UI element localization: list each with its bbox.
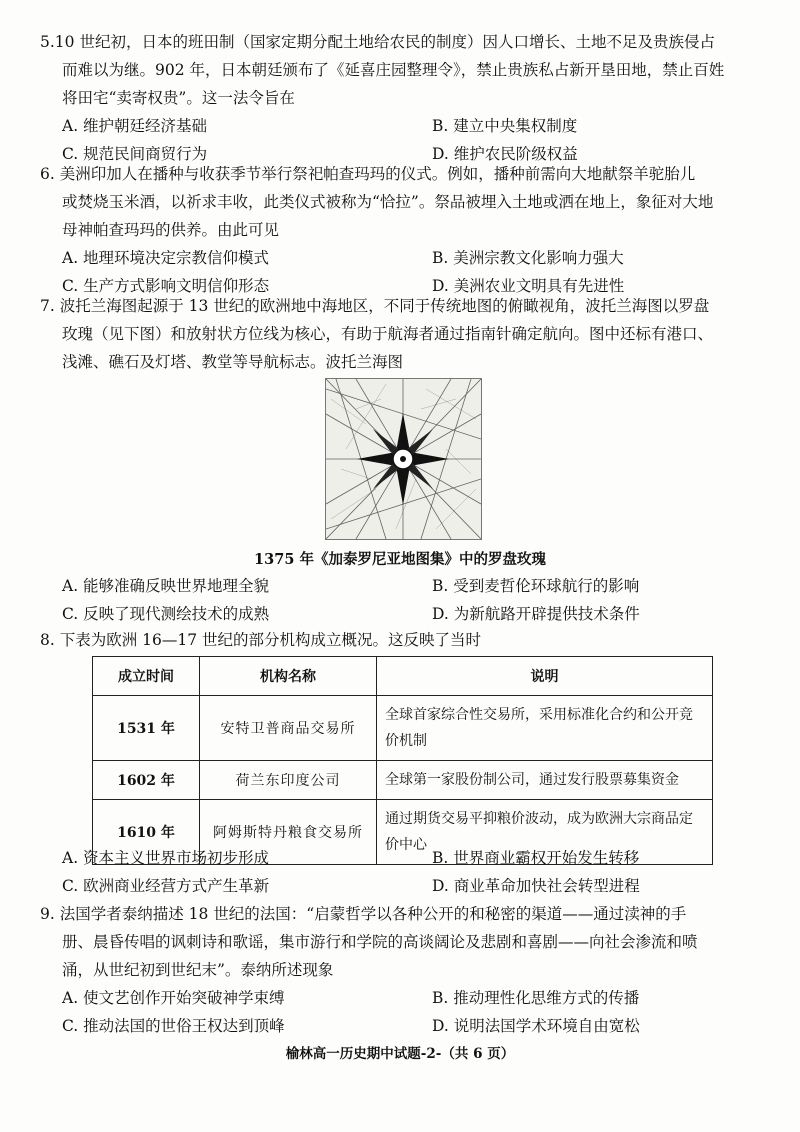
option-d: D. 美洲农业文明具有先进性 <box>432 277 625 295</box>
table-cell: 通过期货交易平抑粮价波动，成为欧洲大宗商品定价中心 <box>377 800 713 865</box>
stem-line: 涌，从世纪初到世纪末”。泰纳所述现象 <box>62 961 334 979</box>
question-9-stem <box>40 900 780 984</box>
question-7 <box>40 292 780 376</box>
option-b: B. 建立中央集权制度 <box>432 117 578 135</box>
figure-caption: 1375 年《加泰罗尼亚地图集》中的罗盘玫瑰 <box>254 551 546 568</box>
question-8 <box>40 626 780 654</box>
stem-line: 8. 下表为欧洲 16—17 世纪的部分机构成立概况。这反映了当时 <box>40 631 482 649</box>
stem-line: 5.10 世纪初，日本的班田制（国家定期分配土地给农民的制度）因人口增长、土地不足及贵族侵占 <box>40 33 715 51</box>
question-6-stem <box>40 160 780 244</box>
stem-line: 母神帕查玛玛的供养。由此可见 <box>62 221 280 239</box>
stem-line: 6. 美洲印加人在播种与收获季节举行祭祀帕查玛玛的仪式。例如，播种前需向大地献祭羊驼胎儿 <box>40 165 696 183</box>
table-cell: 全球第一家股份制公司，通过发行股票募集资金 <box>377 761 713 800</box>
question-7-options <box>40 572 780 628</box>
table-cell: 1531 年 <box>93 696 200 761</box>
question-7-options-block <box>40 572 780 628</box>
option-d: D. 说明法国学术环境自由宽松 <box>432 1017 640 1035</box>
table-row <box>93 761 713 800</box>
option-c: C. 推动法国的世俗王权达到顶峰 <box>62 1017 285 1035</box>
option-a: A. 资本主义世界市场初步形成 <box>62 849 270 867</box>
institutions-table <box>92 656 713 865</box>
option-d: D. 为新航路开辟提供技术条件 <box>432 605 640 623</box>
option-b: B. 美洲宗教文化影响力强大 <box>432 249 624 267</box>
table-cell: 安特卫普商品交易所 <box>200 696 377 761</box>
question-8-options <box>40 844 780 900</box>
option-a: A. 能够准确反映世界地理全貌 <box>62 577 270 595</box>
option-c: C. 规范民间商贸行为 <box>62 145 208 163</box>
option-c: C. 反映了现代测绘技术的成熟 <box>62 605 270 623</box>
question-6 <box>40 160 780 300</box>
table-cell: 荷兰东印度公司 <box>200 761 377 800</box>
question-9-options <box>40 984 780 1040</box>
option-c: C. 生产方式影响文明信仰形态 <box>62 277 270 295</box>
table-cell: 1602 年 <box>93 761 200 800</box>
option-b: B. 受到麦哲伦环球航行的影响 <box>432 577 640 595</box>
table-header: 机构名称 <box>200 657 377 696</box>
stem-line: 7. 波托兰海图起源于 13 世纪的欧洲地中海地区，不同于传统地图的俯瞰视角，波托兰海图以罗盘 <box>40 297 710 315</box>
question-8-options-block <box>40 844 780 900</box>
compass-rose-icon <box>326 379 481 539</box>
option-c: C. 欧洲商业经营方式产生革新 <box>62 877 270 895</box>
stem-line: 册、晨昏传唱的讽刺诗和歌谣，集市游行和学院的高谈阔论及悲剧和喜剧——向社会渗流和喷 <box>62 933 698 951</box>
table-cell: 全球首家综合性交易所，采用标准化合约和公开竞价机制 <box>377 696 713 761</box>
table-cell: 阿姆斯特丹粮食交易所 <box>200 800 377 865</box>
compass-rose-figure <box>325 378 482 540</box>
option-b: B. 世界商业霸权开始发生转移 <box>432 849 640 867</box>
table-header: 成立时间 <box>93 657 200 696</box>
option-d: D. 商业革命加快社会转型进程 <box>432 877 640 895</box>
question-8-stem <box>40 626 780 654</box>
stem-line: 浅滩、礁石及灯塔、教堂等导航标志。波托兰海图 <box>62 353 404 371</box>
table-row <box>93 696 713 761</box>
question-9 <box>40 900 780 1040</box>
option-a: A. 地理环境决定宗教信仰模式 <box>62 249 270 267</box>
stem-line: 而难以为继。902 年，日本朝廷颁布了《延喜庄园整理令》，禁止贵族私占新开垦田地，禁止百姓 <box>62 61 725 79</box>
table-header: 说明 <box>377 657 713 696</box>
stem-line: 玫瑰（见下图）和放射状方位线为核心，有助于航海者通过指南针确定航向。图中还标有港口、 <box>62 325 714 343</box>
option-a: A. 使文艺创作开始突破神学束缚 <box>62 989 285 1007</box>
option-d: D. 维护农民阶级权益 <box>432 145 578 163</box>
page-footer: 榆林高一历史期中试题-2-（共 6 页） <box>285 1046 515 1062</box>
table-header-row <box>93 657 713 696</box>
stem-line: 9. 法国学者泰纳描述 18 世纪的法国：“启蒙哲学以各种公开的和秘密的渠道——通过渎神的手 <box>40 905 687 923</box>
option-a: A. 维护朝廷经济基础 <box>62 117 208 135</box>
question-5 <box>40 28 780 168</box>
option-b: B. 推动理性化思维方式的传播 <box>432 989 640 1007</box>
stem-line: 将田宅“卖寄权贵”。这一法令旨在 <box>62 89 295 107</box>
question-5-stem <box>40 28 780 112</box>
stem-line: 或焚烧玉米酒，以祈求丰收，此类仪式被称为“恰拉”。祭品被埋入土地或洒在地上，象征对大地 <box>62 193 714 211</box>
question-7-stem <box>40 292 780 376</box>
table-cell: 1610 年 <box>93 800 200 865</box>
